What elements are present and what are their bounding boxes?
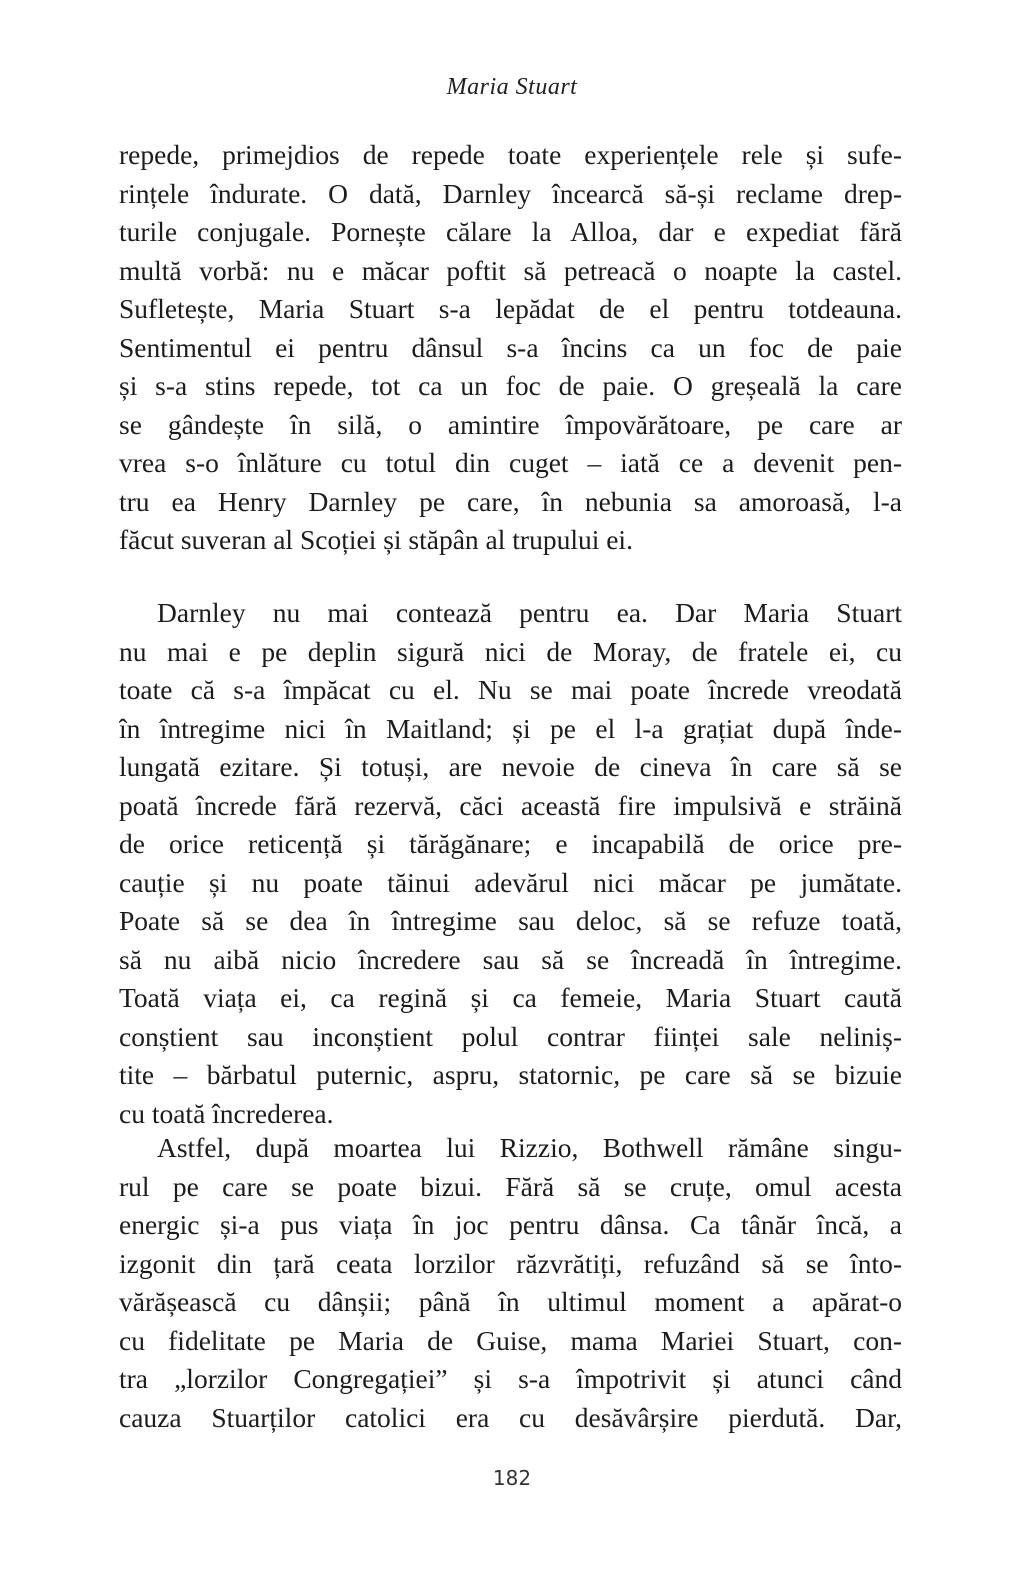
text-line: cu toată încrederea.	[119, 1097, 334, 1129]
text-line: Sentimentul ei pentru dânsul s-a încins ca un foc de paie	[119, 331, 902, 363]
text-line: rințele îndurate. O dată, Darnley încearcă să-și reclame drep-	[119, 177, 902, 209]
text-line: Sufletește, Maria Stuart s-a lepădat de el pentru totdeauna.	[119, 293, 902, 324]
text-line: se gândește în silă, o amintire împovărătoare, pe care ar	[119, 408, 902, 440]
text-line: Darnley nu mai contează pentru ea. Dar Maria Stuart	[157, 597, 902, 628]
paragraph-3	[119, 1129, 902, 1437]
text-line: de orice reticență și tărăgănare; e incapabilă de orice pre-	[119, 828, 902, 859]
text-line: tite – bărbatul puternic, aspru, statornic, pe care să se bizuie	[119, 1059, 902, 1090]
paragraph-2	[119, 594, 902, 1133]
text-line: în întregime nici în Maitland; și pe el l-a grațiat după înde-	[119, 712, 902, 744]
text-line: multă vorbă: nu e măcar poftit să petreacă o noapte la castel.	[119, 254, 902, 286]
text-line: cu fidelitate pe Maria de Guise, mama Mariei Stuart, con-	[119, 1324, 902, 1356]
text-line: rul pe care se poate bizui. Fără să se cruțe, omul acesta	[119, 1170, 902, 1202]
text-line: și s-a stins repede, tot ca un foc de paie. O greșeală la care	[119, 370, 902, 401]
text-line: lungată ezitare. Și totuși, are nevoie de cineva în care să se	[119, 751, 902, 782]
text-line: Astfel, după moartea lui Rizzio, Bothwell rămâne singu-	[157, 1132, 902, 1163]
text-line: repede, primejdios de repede toate experiențele rele și sufe-	[119, 139, 902, 170]
text-line: conștient sau inconștient polul contrar ființei sale neliniș-	[119, 1020, 902, 1052]
text-line: toate că s-a împăcat cu el. Nu se mai poate încrede vreodată	[119, 674, 902, 705]
text-line: Toată viața ei, ca regină și ca femeie, Maria Stuart caută	[119, 982, 902, 1013]
text-line: tru ea Henry Darnley pe care, în nebunia sa amoroasă, l-a	[119, 485, 902, 517]
text-line: turile conjugale. Pornește călare la Alloa, dar e expediat fără	[119, 216, 902, 247]
text-line: cauție și nu poate tăinui adevărul nici măcar pe jumătate.	[119, 866, 902, 898]
page-number: 182	[492, 1466, 532, 1490]
text-line: izgonit din țară ceata lorzilor răzvrătiți, refuzând să se înto-	[119, 1247, 902, 1279]
text-line: tra „lorzilor Congregației” și s-a împotrivit și atunci când	[119, 1363, 902, 1394]
text-line: cauza Stuarților catolici era cu desăvârșire pierdută. Dar,	[119, 1401, 902, 1433]
text-line: vărășească cu dânșii; până în ultimul moment a apărat-o	[119, 1286, 902, 1317]
text-line: poată încrede fără rezervă, căci această fire impulsivă e străină	[119, 789, 902, 821]
text-line: să nu aibă nicio încredere sau să se încreadă în întregime.	[119, 943, 902, 975]
text-line: Poate să se dea în întregime sau deloc, să se refuze toată,	[119, 905, 902, 936]
text-line: nu mai e pe deplin sigură nici de Moray, de fratele ei, cu	[119, 635, 902, 667]
text-line: vrea s-o înlăture cu totul din cuget – iată ce a devenit pen-	[119, 447, 902, 478]
running-head: Maria Stuart	[446, 74, 578, 100]
text-line: energic și-a pus viața în joc pentru dânsa. Ca tânăr încă, a	[119, 1209, 902, 1240]
text-line: făcut suveran al Scoției și stăpân al trupului ei.	[119, 524, 633, 555]
paragraph-1	[119, 136, 902, 560]
